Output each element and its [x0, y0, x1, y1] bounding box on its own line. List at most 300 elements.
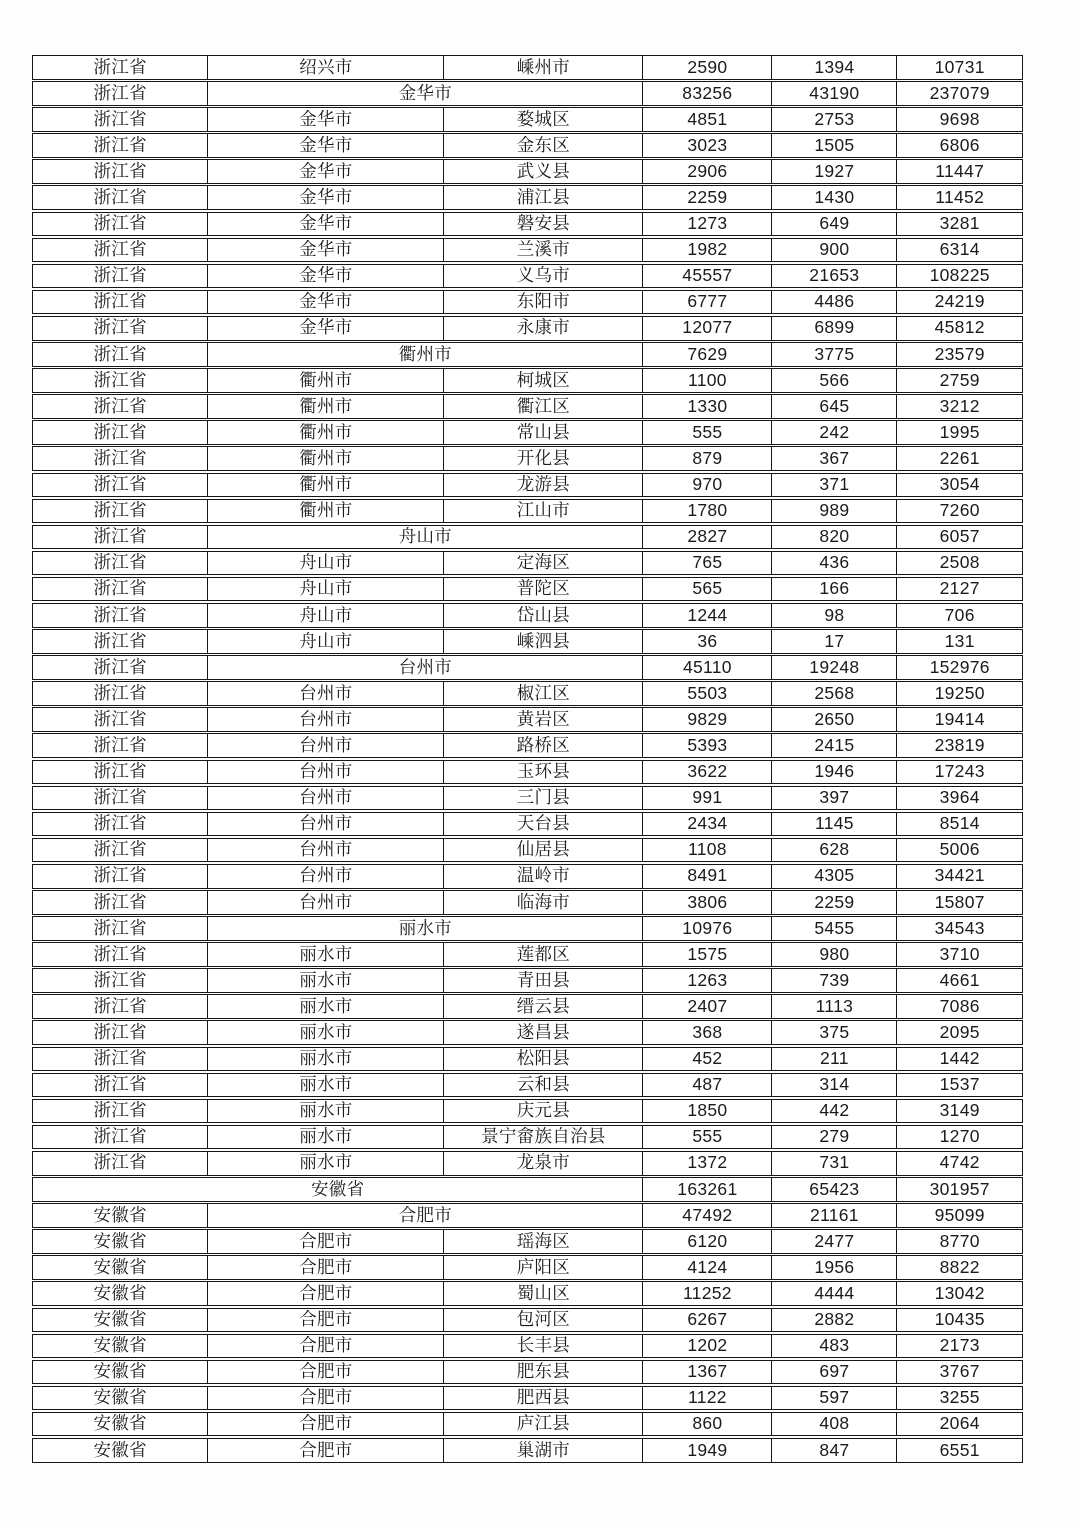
cell-value: 2064 — [896, 1413, 1022, 1436]
cell-value: 13042 — [896, 1282, 1022, 1305]
cell-province: 浙江省 — [93, 865, 147, 886]
cell-value: 3149 — [896, 1100, 1022, 1123]
cell-value: 1946 — [771, 761, 896, 784]
cell-value: 2906 — [642, 160, 771, 183]
cell-province: 浙江省 — [93, 578, 147, 599]
cell-district: 武义县 — [443, 160, 642, 183]
cell-city: 台州市 — [207, 734, 443, 757]
cell-district: 庐江县 — [443, 1413, 642, 1436]
cell-district: 蜀山区 — [443, 1282, 642, 1305]
table-row — [32, 1047, 1023, 1072]
cell-value: 3806 — [642, 891, 771, 914]
cell-district: 婺城区 — [443, 108, 642, 131]
table-row — [32, 525, 1023, 550]
cell-value: 21653 — [771, 265, 896, 288]
table-row — [32, 864, 1023, 889]
table-row — [32, 1151, 1023, 1176]
cell-value: 565 — [642, 578, 771, 601]
cell-value: 597 — [771, 1387, 896, 1410]
cell-province: 浙江省 — [93, 369, 147, 390]
cell-province: 浙江省 — [93, 134, 147, 155]
table-row — [32, 629, 1023, 654]
table-row — [32, 264, 1023, 289]
cell-city: 金华市 — [207, 317, 443, 340]
table-row — [32, 473, 1023, 498]
table-row — [32, 1020, 1023, 1045]
cell-value: 242 — [771, 421, 896, 444]
cell-value: 6314 — [896, 239, 1022, 262]
cell-value: 452 — [642, 1048, 771, 1071]
cell-district: 开化县 — [443, 447, 642, 470]
cell-province: 浙江省 — [93, 1048, 147, 1069]
table-row — [32, 107, 1023, 132]
cell-province: 安徽省 — [93, 1361, 147, 1382]
cell-value: 3622 — [642, 761, 771, 784]
cell-city: 金华市 — [207, 108, 443, 131]
cell-province: 浙江省 — [93, 917, 147, 938]
cell-province: 浙江省 — [93, 500, 147, 521]
cell-value: 8770 — [896, 1230, 1022, 1253]
cell-city: 丽水市 — [207, 995, 443, 1018]
cell-city: 金华市 — [207, 213, 443, 236]
cell-value: 24219 — [896, 291, 1022, 314]
cell-value: 152976 — [896, 656, 1022, 679]
cell-district: 义乌市 — [443, 265, 642, 288]
cell-province: 浙江省 — [93, 969, 147, 990]
cell-value: 706 — [896, 604, 1022, 627]
cell-value: 970 — [642, 474, 771, 497]
table-row — [32, 655, 1023, 680]
table-row — [32, 420, 1023, 445]
cell-district: 嵊州市 — [443, 56, 642, 79]
cell-value: 1145 — [771, 813, 896, 836]
cell-value: 397 — [771, 787, 896, 810]
table-row — [32, 968, 1023, 993]
cell-province: 浙江省 — [93, 447, 147, 468]
cell-value: 2882 — [771, 1309, 896, 1332]
cell-value: 2173 — [896, 1335, 1022, 1358]
table-row — [32, 1255, 1023, 1280]
table-row — [32, 890, 1023, 915]
cell-city: 丽水市 — [207, 1126, 443, 1149]
cell-value: 765 — [642, 552, 771, 575]
cell-value: 8822 — [896, 1256, 1022, 1279]
cell-value: 12077 — [642, 317, 771, 340]
cell-district: 江山市 — [443, 500, 642, 523]
cell-city: 丽水市 — [207, 969, 443, 992]
cell-value: 2650 — [771, 708, 896, 731]
cell-value: 3255 — [896, 1387, 1022, 1410]
cell-city: 金华市 — [207, 291, 443, 314]
cell-value: 1372 — [642, 1152, 771, 1175]
cell-value: 314 — [771, 1074, 896, 1097]
cell-value: 5006 — [896, 839, 1022, 862]
cell-value: 19248 — [771, 656, 896, 679]
cell-value: 279 — [771, 1126, 896, 1149]
table-row — [32, 838, 1023, 863]
cell-district: 永康市 — [443, 317, 642, 340]
cell-value: 2259 — [642, 186, 771, 209]
cell-value: 1780 — [642, 500, 771, 523]
cell-district: 遂昌县 — [443, 1021, 642, 1044]
cell-district: 衢江区 — [443, 395, 642, 418]
cell-city: 金华市 — [207, 265, 443, 288]
cell-province: 浙江省 — [93, 239, 147, 260]
cell-value: 436 — [771, 552, 896, 575]
cell-value: 45557 — [642, 265, 771, 288]
cell-value: 2568 — [771, 682, 896, 705]
cell-value: 237079 — [896, 82, 1022, 105]
cell-city: 衢州市 — [207, 369, 443, 392]
cell-value: 131 — [896, 630, 1022, 653]
table-row — [32, 446, 1023, 471]
cell-value: 5455 — [771, 917, 896, 940]
cell-value: 483 — [771, 1335, 896, 1358]
cell-province: 安徽省 — [93, 1256, 147, 1277]
cell-district: 三门县 — [443, 787, 642, 810]
cell-district: 常山县 — [443, 421, 642, 444]
cell-district: 青田县 — [443, 969, 642, 992]
cell-value: 8514 — [896, 813, 1022, 836]
table-row — [32, 1360, 1023, 1385]
cell-city: 合肥市 — [207, 1361, 443, 1384]
cell-value: 1100 — [642, 369, 771, 392]
cell-value: 1505 — [771, 134, 896, 157]
cell-value: 980 — [771, 943, 896, 966]
cell-province: 浙江省 — [93, 343, 147, 364]
cell-district: 温岭市 — [443, 865, 642, 888]
cell-value: 860 — [642, 1413, 771, 1436]
cell-value: 2759 — [896, 369, 1022, 392]
cell-value: 11447 — [896, 160, 1022, 183]
cell-value: 1949 — [642, 1439, 771, 1462]
cell-value: 2127 — [896, 578, 1022, 601]
cell-city: 舟山市 — [207, 578, 443, 601]
table-row — [32, 81, 1023, 106]
cell-value: 847 — [771, 1439, 896, 1462]
cell-city: 台州市 — [207, 708, 443, 731]
cell-district: 黄岩区 — [443, 708, 642, 731]
cell-value: 1995 — [896, 421, 1022, 444]
cell-province: 浙江省 — [93, 630, 147, 651]
cell-value: 9698 — [896, 108, 1022, 131]
cell-district: 浦江县 — [443, 186, 642, 209]
cell-value: 6551 — [896, 1439, 1022, 1462]
cell-city: 合肥市 — [207, 1413, 443, 1436]
cell-value: 163261 — [642, 1178, 771, 1201]
cell-city: 舟山市 — [207, 552, 443, 575]
cell-city: 绍兴市 — [207, 56, 443, 79]
cell-value: 4305 — [771, 865, 896, 888]
cell-value: 45110 — [642, 656, 771, 679]
cell-value: 4124 — [642, 1256, 771, 1279]
table-row — [32, 316, 1023, 341]
cell-district: 长丰县 — [443, 1335, 642, 1358]
cell-district: 定海区 — [443, 552, 642, 575]
cell-city: 丽水市 — [207, 1074, 443, 1097]
table-row — [32, 551, 1023, 576]
table-row — [32, 707, 1023, 732]
cell-value: 1202 — [642, 1335, 771, 1358]
cell-city: 台州市 — [207, 682, 443, 705]
cell-value: 989 — [771, 500, 896, 523]
cell-city: 金华市 — [207, 160, 443, 183]
cell-value: 4444 — [771, 1282, 896, 1305]
cell-city: 台州市 — [207, 787, 443, 810]
cell-province: 浙江省 — [93, 995, 147, 1016]
cell-value: 2095 — [896, 1021, 1022, 1044]
cell-province: 浙江省 — [93, 56, 147, 77]
cell-value: 8491 — [642, 865, 771, 888]
cell-value: 2259 — [771, 891, 896, 914]
cell-province: 浙江省 — [93, 265, 147, 286]
table-row — [32, 994, 1023, 1019]
cell-value: 21161 — [771, 1204, 896, 1227]
cell-value: 6267 — [642, 1309, 771, 1332]
cell-city-total: 舟山市 — [207, 526, 642, 549]
cell-district: 巢湖市 — [443, 1439, 642, 1462]
table-row — [32, 238, 1023, 263]
cell-value: 1442 — [896, 1048, 1022, 1071]
cell-district: 肥西县 — [443, 1387, 642, 1410]
cell-province: 浙江省 — [93, 943, 147, 964]
cell-value: 2434 — [642, 813, 771, 836]
cell-city: 台州市 — [207, 813, 443, 836]
table-row — [32, 1334, 1023, 1359]
cell-value: 301957 — [896, 1178, 1022, 1201]
cell-value: 10435 — [896, 1309, 1022, 1332]
cell-city: 合肥市 — [207, 1230, 443, 1253]
region-statistics-table — [32, 55, 1023, 1463]
cell-value: 628 — [771, 839, 896, 862]
cell-district: 庐阳区 — [443, 1256, 642, 1279]
cell-district: 松阳县 — [443, 1048, 642, 1071]
cell-value: 10731 — [896, 56, 1022, 79]
table-row — [32, 1073, 1023, 1098]
table-row — [32, 1125, 1023, 1150]
cell-province: 浙江省 — [93, 421, 147, 442]
cell-value: 3775 — [771, 343, 896, 366]
cell-province: 浙江省 — [93, 656, 147, 677]
cell-value: 23579 — [896, 343, 1022, 366]
cell-district: 龙泉市 — [443, 1152, 642, 1175]
cell-value: 2827 — [642, 526, 771, 549]
cell-province: 浙江省 — [93, 1126, 147, 1147]
cell-district: 临海市 — [443, 891, 642, 914]
cell-value: 2590 — [642, 56, 771, 79]
table-row — [32, 1099, 1023, 1124]
cell-city: 合肥市 — [207, 1282, 443, 1305]
cell-value: 2753 — [771, 108, 896, 131]
cell-value: 1956 — [771, 1256, 896, 1279]
cell-value: 6057 — [896, 526, 1022, 549]
cell-value: 368 — [642, 1021, 771, 1044]
cell-city: 舟山市 — [207, 630, 443, 653]
cell-district: 玉环县 — [443, 761, 642, 784]
cell-city: 金华市 — [207, 134, 443, 157]
table-row — [32, 290, 1023, 315]
cell-city-total: 合肥市 — [207, 1204, 642, 1227]
cell-value: 1113 — [771, 995, 896, 1018]
cell-province: 浙江省 — [93, 160, 147, 181]
table-row — [32, 342, 1023, 367]
cell-province-total: 安徽省 — [310, 1178, 365, 1199]
table-row — [32, 733, 1023, 758]
cell-province: 浙江省 — [93, 1074, 147, 1095]
table-row — [32, 1203, 1023, 1228]
cell-city: 台州市 — [207, 761, 443, 784]
cell-value: 367 — [771, 447, 896, 470]
table-row — [32, 1177, 1023, 1202]
cell-value: 10976 — [642, 917, 771, 940]
cell-value: 6120 — [642, 1230, 771, 1253]
cell-province: 浙江省 — [93, 108, 147, 129]
cell-province: 浙江省 — [93, 395, 147, 416]
cell-value: 1263 — [642, 969, 771, 992]
cell-value: 65423 — [771, 1178, 896, 1201]
cell-province: 浙江省 — [93, 213, 147, 234]
table-row — [32, 786, 1023, 811]
cell-district: 椒江区 — [443, 682, 642, 705]
cell-district: 缙云县 — [443, 995, 642, 1018]
cell-value: 6899 — [771, 317, 896, 340]
cell-city: 衢州市 — [207, 500, 443, 523]
cell-province: 浙江省 — [93, 734, 147, 755]
cell-value: 1982 — [642, 239, 771, 262]
cell-value: 98 — [771, 604, 896, 627]
cell-district: 瑶海区 — [443, 1230, 642, 1253]
cell-province: 浙江省 — [93, 291, 147, 312]
cell-value: 879 — [642, 447, 771, 470]
cell-city: 衢州市 — [207, 474, 443, 497]
table-row — [32, 1386, 1023, 1411]
cell-province: 安徽省 — [93, 1282, 147, 1303]
cell-district: 包河区 — [443, 1309, 642, 1332]
cell-value: 1430 — [771, 186, 896, 209]
cell-province: 浙江省 — [93, 1152, 147, 1173]
cell-value: 645 — [771, 395, 896, 418]
cell-value: 7629 — [642, 343, 771, 366]
cell-value: 487 — [642, 1074, 771, 1097]
cell-value: 47492 — [642, 1204, 771, 1227]
cell-value: 23819 — [896, 734, 1022, 757]
cell-city-total: 丽水市 — [207, 917, 642, 940]
cell-city: 丽水市 — [207, 1048, 443, 1071]
table-row — [32, 1438, 1023, 1463]
cell-province: 浙江省 — [93, 474, 147, 495]
cell-city: 丽水市 — [207, 1152, 443, 1175]
cell-value: 45812 — [896, 317, 1022, 340]
cell-value: 1122 — [642, 1387, 771, 1410]
cell-value: 1273 — [642, 213, 771, 236]
cell-value: 3964 — [896, 787, 1022, 810]
cell-value: 3023 — [642, 134, 771, 157]
cell-province: 安徽省 — [93, 1335, 147, 1356]
table-row — [32, 1229, 1023, 1254]
cell-value: 3212 — [896, 395, 1022, 418]
table-row — [32, 916, 1023, 941]
cell-value: 95099 — [896, 1204, 1022, 1227]
cell-province: 浙江省 — [93, 604, 147, 625]
table-row — [32, 212, 1023, 237]
cell-province: 浙江省 — [93, 552, 147, 573]
table-row — [32, 603, 1023, 628]
cell-value: 5503 — [642, 682, 771, 705]
cell-value: 1108 — [642, 839, 771, 862]
table-row — [32, 55, 1023, 80]
cell-city: 丽水市 — [207, 1021, 443, 1044]
cell-value: 1850 — [642, 1100, 771, 1123]
cell-value: 1575 — [642, 943, 771, 966]
table-row — [32, 577, 1023, 602]
cell-value: 408 — [771, 1413, 896, 1436]
cell-value: 2261 — [896, 447, 1022, 470]
cell-value: 1367 — [642, 1361, 771, 1384]
cell-province: 安徽省 — [93, 1413, 147, 1434]
cell-district: 路桥区 — [443, 734, 642, 757]
cell-value: 4661 — [896, 969, 1022, 992]
cell-value: 3710 — [896, 943, 1022, 966]
cell-district: 嵊泗县 — [443, 630, 642, 653]
cell-city: 金华市 — [207, 186, 443, 209]
cell-province: 浙江省 — [93, 708, 147, 729]
cell-province: 浙江省 — [93, 317, 147, 338]
cell-district: 东阳市 — [443, 291, 642, 314]
cell-district: 庆元县 — [443, 1100, 642, 1123]
cell-value: 36 — [642, 630, 771, 653]
cell-value: 1927 — [771, 160, 896, 183]
cell-city: 合肥市 — [207, 1309, 443, 1332]
cell-value: 34543 — [896, 917, 1022, 940]
cell-value: 2508 — [896, 552, 1022, 575]
table-row — [32, 185, 1023, 210]
cell-province: 浙江省 — [93, 1022, 147, 1043]
table-row — [32, 159, 1023, 184]
table-row — [32, 394, 1023, 419]
cell-value: 1244 — [642, 604, 771, 627]
cell-province: 浙江省 — [93, 761, 147, 782]
cell-province: 浙江省 — [93, 526, 147, 547]
cell-city: 丽水市 — [207, 1100, 443, 1123]
cell-province: 安徽省 — [93, 1309, 147, 1330]
cell-value: 1537 — [896, 1074, 1022, 1097]
cell-district: 莲都区 — [443, 943, 642, 966]
cell-value: 4742 — [896, 1152, 1022, 1175]
table-row — [32, 760, 1023, 785]
cell-district: 龙游县 — [443, 474, 642, 497]
cell-province: 浙江省 — [93, 891, 147, 912]
cell-city: 合肥市 — [207, 1439, 443, 1462]
cell-value: 649 — [771, 213, 896, 236]
cell-value: 166 — [771, 578, 896, 601]
cell-value: 820 — [771, 526, 896, 549]
cell-value: 6777 — [642, 291, 771, 314]
cell-district: 天台县 — [443, 813, 642, 836]
cell-city: 合肥市 — [207, 1387, 443, 1410]
cell-value: 900 — [771, 239, 896, 262]
cell-value: 3767 — [896, 1361, 1022, 1384]
cell-province: 浙江省 — [93, 813, 147, 834]
cell-province: 浙江省 — [93, 839, 147, 860]
cell-province: 浙江省 — [93, 187, 147, 208]
table-row — [32, 942, 1023, 967]
cell-value: 108225 — [896, 265, 1022, 288]
cell-value: 7260 — [896, 500, 1022, 523]
cell-city: 台州市 — [207, 891, 443, 914]
table-row — [32, 1281, 1023, 1306]
cell-city: 衢州市 — [207, 395, 443, 418]
cell-city: 舟山市 — [207, 604, 443, 627]
